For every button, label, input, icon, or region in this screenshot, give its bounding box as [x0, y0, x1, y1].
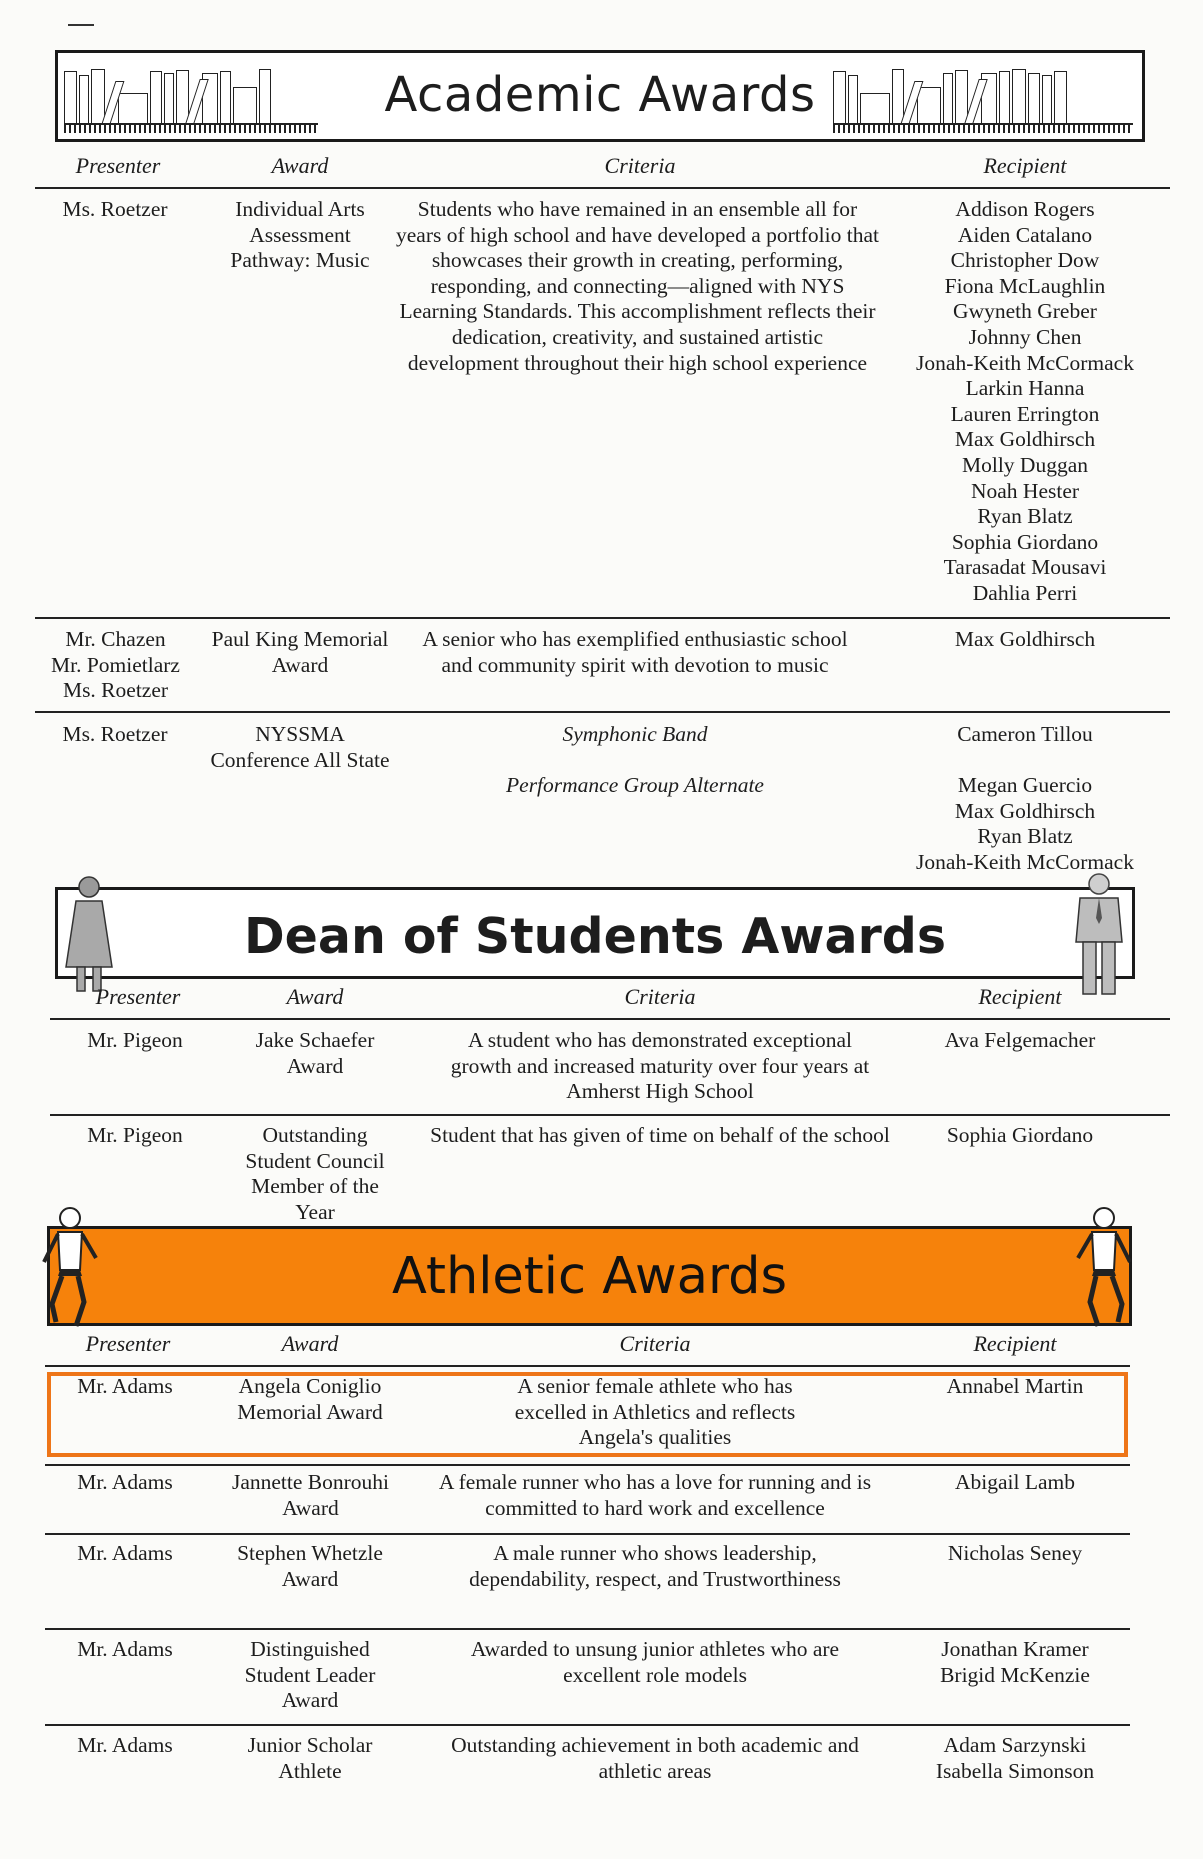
recipient: Brigid McKenzie [940, 1662, 1090, 1687]
header-award: Award [271, 153, 329, 178]
divider [35, 711, 1170, 713]
recipient: Sophia Giordano [951, 529, 1099, 554]
woman-figure-icon [58, 875, 120, 993]
header-presenter: Presenter [75, 153, 161, 178]
presenter: Mr. Adams [77, 1733, 173, 1757]
divider [35, 617, 1170, 619]
header-presenter: Presenter [85, 1331, 171, 1356]
recipient: Max Goldhirsch [954, 798, 1096, 823]
divider [35, 187, 1170, 189]
recipient-list [890, 197, 1160, 607]
presenter: Mr. Pigeon [87, 1028, 183, 1052]
presenter: Mr. Adams [77, 1374, 173, 1398]
divider [45, 1628, 1130, 1630]
recipient: Jonah-Keith McCormack [916, 849, 1134, 874]
header-presenter: Presenter [95, 984, 181, 1009]
criteria: Performance Group Alternate [506, 773, 764, 797]
criteria: A senior who has exemplified enthusiastic school and community spirit with devotion to music [422, 627, 848, 677]
recipient: Ryan Blatz [977, 504, 1073, 529]
recipient: Sophia Giordano [946, 1123, 1094, 1147]
recipient: Abigail Lamb [954, 1470, 1075, 1494]
criteria: Student that has given of time on behalf of the school [430, 1123, 890, 1147]
recipient: Dahlia Perri [972, 580, 1078, 605]
recipient: Max Goldhirsch [954, 427, 1096, 452]
presenter: Mr. Adams [77, 1637, 173, 1661]
award-name: Jake Schaefer Award [255, 1028, 375, 1078]
header-recipient: Recipient [983, 153, 1067, 178]
award-name: Outstanding Student Council Member of the Year [245, 1123, 385, 1224]
recipient: Johnny Chen [968, 324, 1082, 349]
award-name: Individual Arts Assessment Pathway: Music [230, 197, 370, 273]
criteria: A student who has demonstrated exceptional growth and increased maturity over four years at Amherst High School [450, 1028, 870, 1104]
recipient: Aiden Catalano [957, 222, 1093, 247]
recipient: Ava Felgemacher [944, 1028, 1096, 1052]
divider [50, 1114, 1170, 1116]
dean-awards-title: Dean of Students Awards [243, 908, 947, 965]
runner-right-icon [1070, 1204, 1138, 1334]
divider [50, 1018, 1170, 1020]
presenter: Ms. Roetzer [62, 197, 168, 221]
presenter: Mr. Adams [77, 1470, 173, 1494]
recipient: Jonathan Kramer [941, 1637, 1089, 1661]
header-recipient: Recipient [978, 984, 1062, 1009]
recipient: Adam Sarzynski [943, 1733, 1087, 1757]
award-name: Distinguished Student Leader Award [244, 1637, 376, 1713]
presenter-list [38, 627, 193, 704]
award-name: Jannette Bonrouhi Award [231, 1470, 390, 1520]
award-name: Paul King Memorial Award [211, 627, 389, 677]
criteria: A senior female athlete who has excelled in Athletics and reflects Angela's qualities [514, 1374, 796, 1450]
recipient: Larkin Hanna [965, 376, 1085, 401]
header-criteria: Criteria [604, 153, 676, 178]
presenter: Ms. Roetzer [62, 678, 169, 703]
recipient: Isabella Simonson [935, 1758, 1095, 1783]
criteria: Awarded to unsung junior athletes who are excellent role models [470, 1637, 840, 1687]
criteria: A female runner who has a love for running and is committed to hard work and excellence [438, 1470, 872, 1520]
recipient: Fiona McLaughlin [944, 273, 1106, 298]
recipient-list [890, 1733, 1140, 1784]
recipient: Gwyneth Greber [953, 299, 1097, 324]
criteria: Symphonic Band [562, 722, 708, 746]
header-award: Award [286, 984, 344, 1009]
criteria: A male runner who shows leadership, dependability, respect, and Trustworthiness [469, 1541, 841, 1591]
presenter: Mr. Chazen [65, 627, 166, 651]
academic-awards-banner [55, 50, 1145, 142]
header-recipient: Recipient [973, 1331, 1057, 1356]
header-criteria: Criteria [619, 1331, 691, 1356]
recipient: Max Goldhirsch [954, 627, 1096, 651]
recipient: Lauren Errington [950, 401, 1100, 426]
athletic-awards-banner [47, 1226, 1132, 1326]
recipient: Nicholas Seney [947, 1541, 1083, 1565]
recipient-list [890, 773, 1160, 875]
divider [45, 1365, 1130, 1367]
recipient: Tarasadat Mousavi [943, 555, 1107, 580]
recipient: Molly Duggan [961, 452, 1088, 477]
runner-left-icon [36, 1204, 104, 1334]
divider [45, 1724, 1130, 1726]
athletic-awards-title: Athletic Awards [391, 1247, 788, 1306]
recipient: Jonah-Keith McCormack [916, 350, 1134, 375]
award-name: Junior Scholar Athlete [247, 1733, 373, 1783]
award-name: Angela Coniglio Memorial Award [237, 1374, 383, 1424]
criteria: Outstanding achievement in both academic and athletic areas [451, 1733, 859, 1783]
bookshelf-right-icon [833, 57, 1067, 133]
recipient: Noah Hester [970, 478, 1080, 503]
recipient: Christopher Dow [950, 248, 1100, 273]
recipient-list [890, 1637, 1140, 1688]
award-name: Stephen Whetzle Award [237, 1541, 383, 1591]
header-criteria: Criteria [624, 984, 696, 1009]
presenter: Mr. Adams [77, 1541, 173, 1565]
dean-awards-banner [55, 887, 1135, 979]
divider [45, 1464, 1130, 1466]
academic-awards-title: Academic Awards [384, 67, 816, 123]
criteria: Students who have remained in an ensemble all for years of high school and have developed a portfolio that showcases their growth in creating, performing, responding, and connecting—aligned with NYS Learning Standards. This accomplishment reflects their dedication, creativity, and sustained artistic development throughout their high school experience [395, 197, 879, 375]
recipient: Cameron Tillou [957, 722, 1093, 746]
award-name: NYSSMA Conference All State [210, 722, 390, 772]
recipient: Annabel Martin [946, 1374, 1084, 1398]
recipient: Ryan Blatz [977, 824, 1073, 849]
header-award: Award [281, 1331, 339, 1356]
presenter: Mr. Pigeon [87, 1123, 183, 1147]
presenter: Mr. Pomietlarz [51, 652, 180, 677]
presenter: Ms. Roetzer [62, 722, 168, 746]
divider [45, 1533, 1130, 1535]
page-mark [68, 24, 94, 26]
recipient: Addison Rogers [955, 197, 1095, 221]
man-figure-icon [1070, 872, 1128, 996]
recipient: Megan Guercio [957, 773, 1093, 797]
